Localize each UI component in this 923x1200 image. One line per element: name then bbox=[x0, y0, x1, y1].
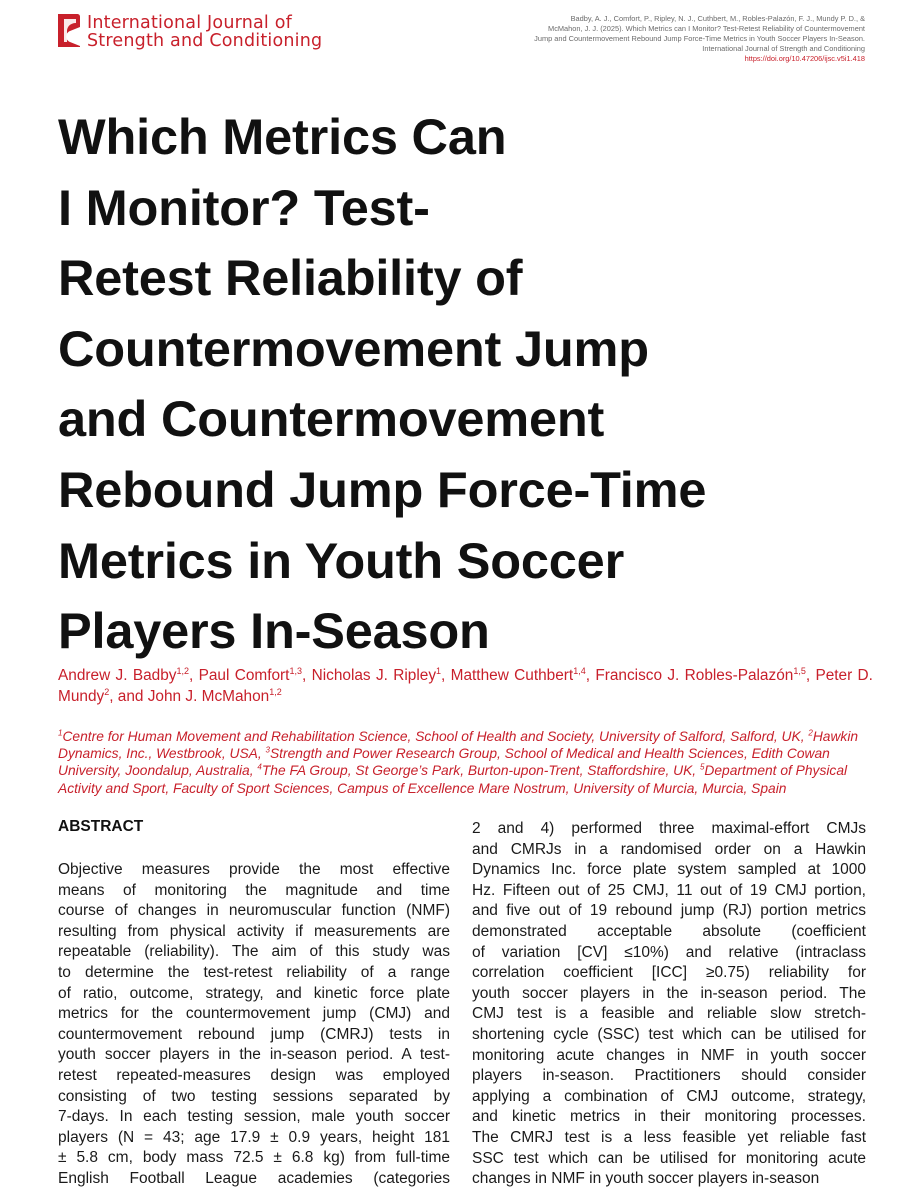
author-separator: , bbox=[805, 667, 816, 684]
abstract-line: Hz. Fifteen out of 25 CMJ, 11 out of 19 CMJ portion, bbox=[472, 881, 866, 899]
author-name: Matthew Cuthbert bbox=[450, 667, 574, 684]
journal-name-line-2: Strength and Conditioning bbox=[87, 31, 323, 51]
author-affiliation-mark: 1 bbox=[436, 665, 442, 676]
abstract-line: to determine the test-retest reliability of a range bbox=[58, 963, 450, 981]
author-list bbox=[58, 665, 873, 707]
abstract-line: players in-season. Practitioners should consider bbox=[472, 1067, 866, 1085]
affiliation-text: Hawkin Dynamics, Inc., Westbrook, USA, bbox=[58, 729, 859, 762]
journal-logo-icon bbox=[58, 14, 80, 47]
abstract-line: demonstrated acceptable absolute (coefficient bbox=[472, 922, 866, 940]
author-separator: , and bbox=[109, 688, 148, 705]
author-name: Andrew J. Badby bbox=[58, 667, 177, 684]
title-line: Retest Reliability of bbox=[58, 249, 523, 307]
abstract-line: CMJ test is a feasible and reliable slow stretch- bbox=[472, 1005, 866, 1023]
abstract-line: ± 5.8 cm, body mass 72.5 ± 6.8 kg) from full-time bbox=[58, 1149, 450, 1167]
abstract-line: retest repeated-measures design was employed bbox=[58, 1066, 450, 1084]
journal-logo[interactable] bbox=[58, 14, 322, 50]
author-separator: , bbox=[301, 667, 312, 684]
journal-name-line-1: International Journal of bbox=[87, 13, 293, 33]
abstract-line: players (N = 43; age 17.9 ± 0.9 years, height 181 bbox=[58, 1128, 450, 1146]
abstract-line: countermovement rebound jump (CMRJ) tests in bbox=[58, 1025, 450, 1043]
abstract-line: means of monitoring the magnitude and time bbox=[58, 881, 450, 899]
author-affiliation-mark: 1,3 bbox=[289, 665, 302, 676]
affiliation-text: Strength and Power Research Group, School of Medical and Health Sciences, Edith Cowan University, Joondalup, Australia, bbox=[58, 746, 830, 779]
title-line: Which Metrics Can bbox=[58, 108, 507, 165]
abstract-line: SSC test which can be utilised for monitoring acute bbox=[472, 1149, 866, 1167]
title-line: Players In-Season bbox=[58, 602, 490, 660]
author-affiliation-mark: 1,2 bbox=[176, 665, 189, 676]
abstract-line: course of changes in neuromuscular function (NMF) bbox=[58, 902, 450, 920]
article-title bbox=[58, 102, 838, 667]
affiliation-text: Department of Physical Activity and Sport, Faculty of Sport Sciences, Campus of Excellence Mare Nostrum, University of Murcia, Murcia, Spain bbox=[58, 763, 848, 796]
abstract-line: consisting of two testing sessions separated by bbox=[58, 1087, 450, 1105]
title-line: Countermovement Jump bbox=[58, 319, 649, 377]
abstract-line: youth soccer players in the in-season period. A test- bbox=[58, 1046, 450, 1064]
abstract-line: Objective measures provide the most effective bbox=[58, 861, 450, 878]
affiliations bbox=[58, 728, 873, 797]
abstract-line: metrics for the countermovement jump (CMJ) and bbox=[58, 1005, 450, 1023]
author-name: Francisco J. Robles-Palazón bbox=[595, 667, 794, 684]
affiliation-text: Centre for Human Movement and Rehabilitation Science, School of Health and Society, University of Salford, Salford, UK, bbox=[62, 729, 809, 744]
abstract-line: The CMRJ test is a less feasible yet reliable fast bbox=[472, 1128, 866, 1146]
author-affiliation-mark: 1,2 bbox=[269, 686, 282, 697]
affiliation-number: 3 bbox=[265, 745, 270, 755]
abstract-line: shortening cycle (SSC) test which can be utilised for bbox=[472, 1025, 866, 1043]
author-affiliation-mark: 1,5 bbox=[793, 665, 806, 676]
abstract-line: of variation [CV] ≤10%) and relative (intraclass bbox=[472, 943, 866, 961]
abstract-line: and kinetic metrics in their monitoring processes. bbox=[472, 1108, 866, 1126]
author-separator: , bbox=[441, 667, 451, 684]
author-name: Nicholas J. Ripley bbox=[311, 667, 437, 684]
title-line: I Monitor? Test- bbox=[58, 178, 430, 236]
abstract-line: and CMRJs in a randomised order on a Hawkin bbox=[472, 840, 866, 858]
author-affiliation-mark: 1,4 bbox=[573, 665, 586, 676]
abstract-line: resulting from physical activity if measurements are bbox=[58, 922, 450, 940]
abstract-column-right bbox=[472, 819, 866, 1190]
title-line: Rebound Jump Force-Time bbox=[58, 460, 707, 518]
abstract-line: changes in NMF in youth soccer players in-season bbox=[472, 1170, 820, 1188]
citation-block bbox=[485, 14, 865, 64]
author-separator: , bbox=[188, 667, 199, 684]
doi-link[interactable]: https://doi.org/10.47206/ijsc.v5i1.418 bbox=[744, 54, 865, 63]
abstract-line: Dynamics Inc. force plate system sampled at 1000 bbox=[472, 861, 866, 879]
abstract-line: applying a combination of CMJ outcome, strategy, bbox=[472, 1087, 866, 1105]
abstract-line: 7-days. In each testing session, male youth soccer bbox=[58, 1108, 450, 1126]
author-separator: , bbox=[585, 667, 596, 684]
abstract-heading: ABSTRACT bbox=[58, 818, 144, 835]
author-name: Peter D. Mundy bbox=[58, 667, 873, 705]
abstract-line: correlation coefficient [ICC] ≥0.75) reliability for bbox=[472, 964, 866, 982]
affiliation-number: 1 bbox=[58, 728, 63, 738]
title-line: and Countermovement bbox=[58, 390, 605, 448]
abstract-line: youth soccer players in the in-season period. The bbox=[472, 984, 866, 1002]
citation-line: International Journal of Strength and Conditioning bbox=[702, 44, 865, 53]
affiliation-number: 4 bbox=[257, 762, 262, 772]
abstract-line: and five out of 19 rebound jump (RJ) portion metrics bbox=[472, 902, 866, 920]
citation-line: Badby, A. J., Comfort, P., Ripley, N. J., Cuthbert, M., Robles-Palazón, F. J., Mundy P. D., & bbox=[570, 14, 865, 23]
title-line: Metrics in Youth Soccer bbox=[58, 531, 625, 589]
abstract-line: repeatable (reliability). The aim of this study was bbox=[58, 943, 450, 961]
abstract-line: monitoring acute changes in NMF in youth soccer bbox=[472, 1046, 866, 1064]
affiliation-text: The FA Group, St George’s Park, Burton-upon-Trent, Staffordshire, UK, bbox=[261, 763, 700, 779]
abstract-line: of ratio, outcome, strategy, and kinetic force plate bbox=[58, 984, 450, 1002]
abstract-column-left bbox=[58, 860, 450, 1190]
author-name: Paul Comfort bbox=[198, 667, 290, 684]
journal-name bbox=[87, 14, 322, 50]
citation-line: Jump and Countermovement Rebound Jump Force-Time Metrics in Youth Soccer Players In-Season. bbox=[534, 34, 865, 43]
author-affiliation-mark: 2 bbox=[104, 686, 110, 697]
affiliation-number: 5 bbox=[699, 762, 705, 772]
citation-line: McMahon, J. J. (2025). Which Metrics can I Monitor? Test-Retest Reliability of Countermovement bbox=[548, 24, 865, 33]
abstract-line: 2 and 4) performed three maximal-effort CMJs bbox=[472, 820, 866, 837]
affiliation-number: 2 bbox=[808, 728, 813, 738]
abstract-line: English Football League academies (categories bbox=[58, 1169, 450, 1187]
author-name: John J. McMahon bbox=[147, 688, 270, 705]
